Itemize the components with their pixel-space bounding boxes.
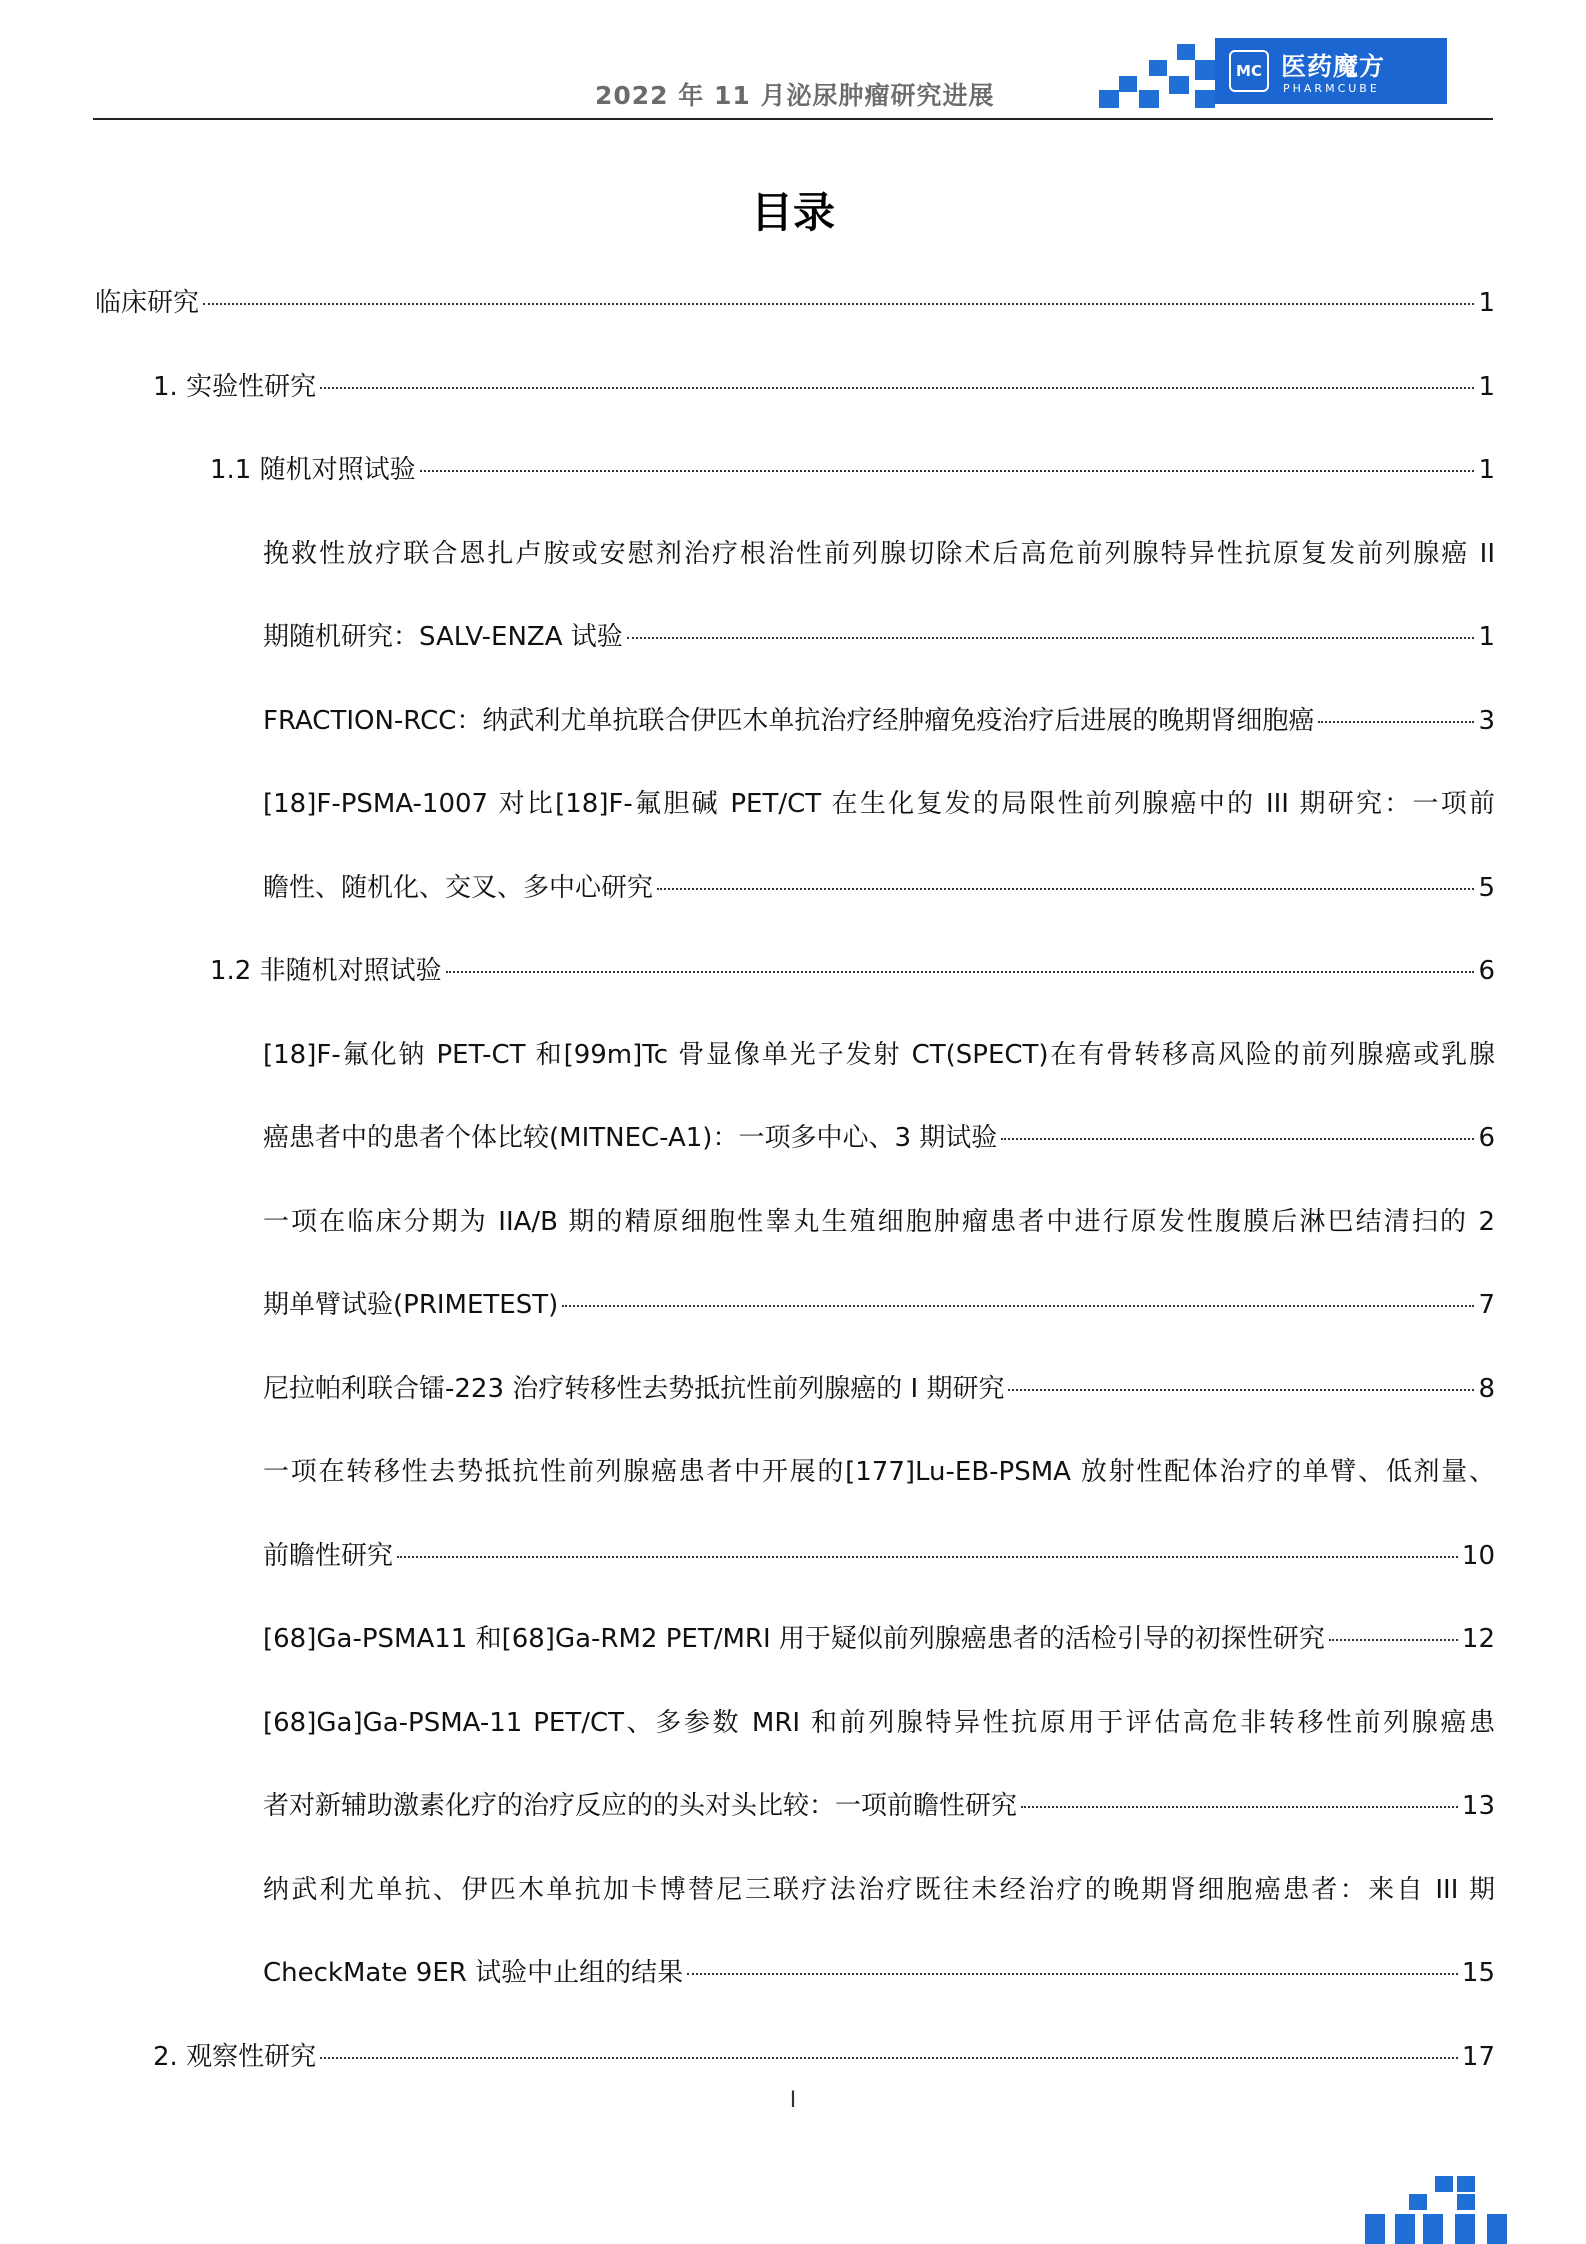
toc-page-number: 1 — [1478, 455, 1495, 485]
toc-entry-title: 2. 观察性研究 — [153, 2041, 317, 2072]
toc-page-number: 10 — [1461, 1540, 1495, 1571]
header-title: 2022 年 11 月泌尿肿瘤研究进展 — [595, 81, 995, 110]
toc-entry[interactable] — [263, 1117, 1495, 1157]
toc-entry-title: CheckMate 9ER 试验中止组的结果 — [263, 1958, 684, 1988]
toc-page-number: 1 — [1478, 288, 1495, 318]
toc-page-number: 6 — [1478, 1123, 1495, 1153]
toc-entry-title: 1.1 随机对照试验 — [210, 455, 416, 485]
toc-entry[interactable] — [263, 1368, 1495, 1408]
toc-page-number: 6 — [1478, 956, 1495, 986]
toc-entry[interactable] — [263, 1618, 1495, 1658]
page-number: I — [789, 2088, 797, 2113]
toc-entry-continued[interactable]: 挽救性放疗联合恩扎卢胺或安慰剂治疗根治性前列腺切除术后高危前列腺特异性抗原复发前列腺癌 II — [263, 538, 1495, 569]
toc-dot-leader — [203, 303, 1474, 305]
toc-entry-title: FRACTION-RCC：纳武利尤单抗联合伊匹木单抗治疗经肿瘤免疫治疗后进展的晚期肾细胞癌 — [263, 705, 1315, 736]
toc-page-number: 1 — [1478, 622, 1495, 652]
toc-page-number: 15 — [1461, 1958, 1495, 1988]
toc-dot-leader — [627, 637, 1475, 639]
toc-entry[interactable] — [263, 616, 1495, 656]
toc-dot-leader — [1329, 1639, 1458, 1641]
toc-dot-leader — [397, 1556, 1458, 1558]
toc-page-number: 7 — [1478, 1290, 1495, 1320]
toc-dot-leader — [1318, 721, 1474, 723]
toc-entry-title: 临床研究 — [95, 288, 200, 318]
toc-page-number: 17 — [1461, 2041, 1495, 2072]
toc-entry-title: 者对新辅助激素化疗的治疗反应的的头对头比较：一项前瞻性研究 — [263, 1791, 1018, 1821]
toc-entry-title: [68]Ga-PSMA11 和[68]Ga-RM2 PET/MRI 用于疑似前列腺癌患者的活检引导的初探性研究 — [263, 1624, 1325, 1654]
toc-dot-leader — [420, 470, 1475, 472]
toc-page-number: 13 — [1461, 1791, 1495, 1821]
toc-page-number: 12 — [1461, 1624, 1495, 1654]
toc-entry-title: 期随机研究：SALV-ENZA 试验 — [263, 622, 623, 652]
toc-entry[interactable] — [263, 1952, 1495, 1992]
toc-entry[interactable] — [263, 1785, 1495, 1825]
toc-entry[interactable] — [210, 950, 1495, 990]
toc-entry-title: 1.2 非随机对照试验 — [210, 956, 442, 986]
toc-entry-title: 癌患者中的患者个体比较(MITNEC-A1)：一项多中心、3 期试验 — [263, 1123, 998, 1153]
toc-entry[interactable] — [153, 2036, 1495, 2076]
toc-entry[interactable] — [263, 867, 1495, 907]
toc-entry-continued[interactable]: [68]Ga]Ga-PSMA-11 PET/CT、多参数 MRI 和前列腺特异性抗原用于评估高危非转移性前列腺癌患 — [263, 1707, 1495, 1738]
toc-dot-leader — [446, 971, 1475, 973]
toc-entry-title: 期单臂试验(PRIMETEST) — [263, 1290, 559, 1320]
logo-cubes-graphic — [1099, 38, 1215, 110]
toc-entry[interactable] — [95, 282, 1495, 322]
toc-dot-leader — [320, 387, 1474, 389]
toc-dot-leader — [1021, 1806, 1458, 1808]
toc-page-number: 3 — [1478, 705, 1495, 736]
page-title: 目录 — [750, 188, 835, 237]
toc-page-number: 8 — [1478, 1373, 1495, 1404]
toc-entry-title: 尼拉帕利联合镭-223 治疗转移性去势抵抗性前列腺癌的 I 期研究 — [263, 1373, 1005, 1404]
toc-entry[interactable] — [263, 1535, 1495, 1575]
toc-dot-leader — [687, 1973, 1458, 1975]
logo-subtitle: PHARMCUBE — [1283, 82, 1380, 95]
cube-logo-icon: MC — [1229, 50, 1269, 92]
toc-entry-title: 1. 实验性研究 — [153, 371, 317, 402]
toc-entry-continued[interactable]: [18]F-PSMA-1007 对比[18]F-氟胆碱 PET/CT 在生化复发的局限性前列腺癌中的 III 期研究：一项前 — [263, 789, 1495, 819]
toc-entry[interactable] — [153, 366, 1495, 406]
toc-entry-continued[interactable]: 一项在临床分期为 IIA/B 期的精原细胞性睾丸生殖细胞肿瘤患者中进行原发性腹膜后淋巴结清扫的 2 — [263, 1206, 1495, 1237]
toc-entry-continued[interactable]: 纳武利尤单抗、伊匹木单抗加卡博替尼三联疗法治疗既往未经治疗的晚期肾细胞癌患者：来自 III 期 — [263, 1874, 1495, 1905]
toc-entry[interactable] — [263, 700, 1495, 740]
toc-dot-leader — [562, 1305, 1474, 1307]
toc-entry[interactable] — [263, 1284, 1495, 1324]
toc-dot-leader — [1001, 1138, 1474, 1140]
toc-entry-continued[interactable]: [18]F-氟化钠 PET-CT 和[99m]Tc 骨显像单光子发射 CT(SPECT)在有骨转移高风险的前列腺癌或乳腺 — [263, 1039, 1495, 1070]
toc-entry-title: 瞻性、随机化、交叉、多中心研究 — [263, 872, 654, 903]
toc-entry[interactable] — [210, 449, 1495, 489]
toc-page-number: 1 — [1478, 371, 1495, 402]
toc-dot-leader — [1008, 1389, 1474, 1391]
brand-logo — [1215, 38, 1447, 104]
toc-entry-continued[interactable]: 一项在转移性去势抵抗性前列腺癌患者中开展的[177]Lu-EB-PSMA 放射性配体治疗的单臂、低剂量、 — [263, 1457, 1495, 1487]
footer-cubes-graphic — [1365, 2170, 1525, 2244]
toc-page-number: 5 — [1478, 872, 1495, 903]
toc-dot-leader — [320, 2057, 1458, 2059]
toc-entry-title: 前瞻性研究 — [263, 1540, 394, 1571]
toc-dot-leader — [657, 888, 1474, 890]
logo-name: 医药魔方 — [1281, 52, 1386, 81]
page-header — [93, 30, 1493, 120]
header-divider — [93, 118, 1493, 120]
